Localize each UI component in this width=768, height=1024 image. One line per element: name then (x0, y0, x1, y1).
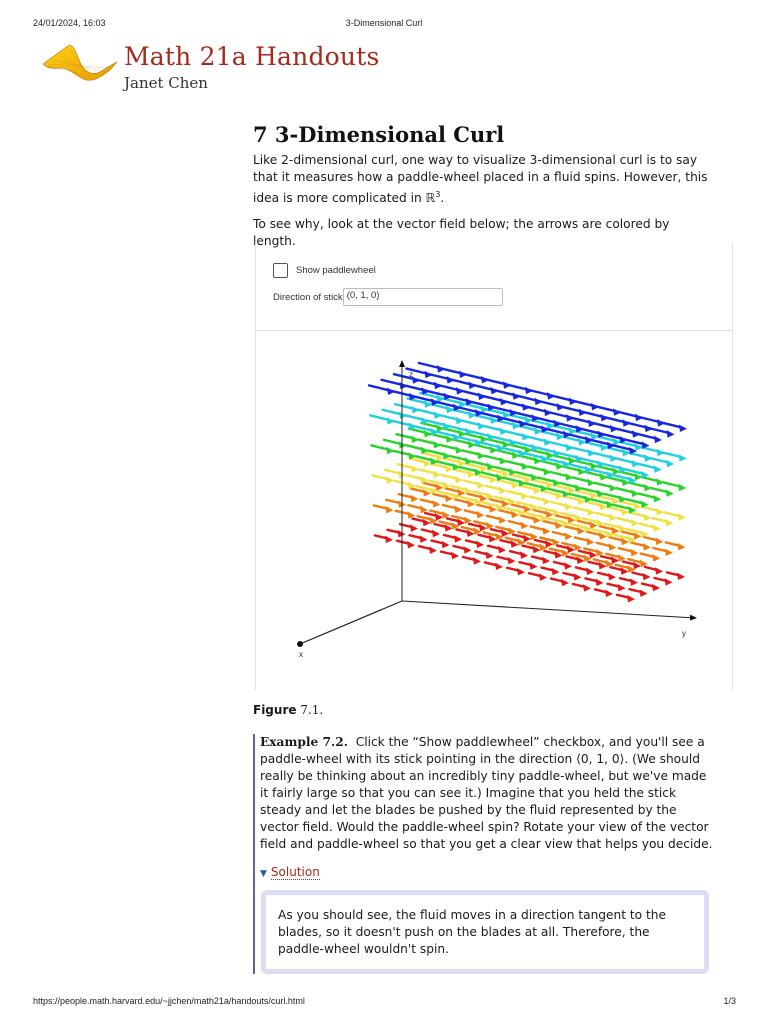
vector-arrow-shaft (574, 507, 589, 511)
vector-arrow-shaft (619, 548, 633, 551)
vector-arrow-shaft (406, 445, 423, 449)
vector-arrow-shaft (640, 524, 655, 528)
vector-arrow-head (586, 568, 594, 575)
vector-arrow-shaft (495, 390, 515, 395)
vector-arrow-shaft (416, 380, 436, 385)
vector-arrow-head (627, 595, 635, 602)
vector-arrow-head (630, 578, 638, 585)
direction-label: Direction of stick (273, 291, 343, 303)
vector-arrow-head (464, 546, 472, 553)
vector-arrow-head (432, 500, 440, 507)
vector-arrow-head (574, 573, 582, 580)
vector-arrow-head (451, 552, 459, 559)
vector-arrow-shaft (553, 532, 567, 535)
vector-arrow-head (508, 527, 516, 534)
vector-arrow-shaft (539, 401, 559, 406)
vector-arrow-head (486, 522, 494, 529)
vector-field-applet (255, 242, 733, 690)
x-axis-end-dot (297, 641, 303, 647)
vector-arrow-shaft (440, 445, 457, 449)
vector-arrow-head (564, 533, 572, 540)
vector-arrow-shaft (662, 452, 680, 456)
vector-arrow-head (420, 506, 428, 513)
vector-arrow-shaft (587, 532, 601, 535)
vector-arrow-shaft (552, 502, 567, 506)
vector-arrow-shaft (440, 522, 454, 525)
vector-arrow-shaft (506, 461, 523, 465)
vector-arrow-shaft (441, 368, 461, 373)
vector-arrow-head (586, 538, 594, 545)
vector-arrow-shaft (418, 440, 435, 444)
vector-arrow-head (520, 522, 528, 529)
vector-arrow-shaft (534, 510, 548, 513)
vector-arrow-shaft (573, 401, 593, 406)
vector-arrow-shaft (382, 380, 402, 385)
vector-arrow-shaft (629, 483, 646, 487)
vector-arrow-shaft (505, 431, 523, 435)
vector-arrow-shaft (496, 527, 510, 530)
vector-arrow-head (552, 568, 560, 575)
vector-arrow-head (653, 525, 661, 532)
vector-arrow-shaft (391, 391, 411, 396)
vector-arrow-head (495, 563, 503, 570)
vector-arrow-head (679, 425, 687, 432)
vector-arrow-shaft (499, 510, 513, 513)
vector-arrow-head (631, 519, 639, 526)
vector-arrow-shaft (429, 374, 449, 379)
vector-arrow-shaft (665, 512, 680, 516)
vector-arrow-head (679, 454, 687, 461)
vector-arrow-shaft (600, 526, 614, 529)
example-box (253, 734, 721, 974)
vector-arrow-shaft (438, 385, 458, 390)
vector-arrow-shaft (666, 542, 680, 545)
vector-arrow-head (666, 489, 674, 496)
vector-arrow-shaft (594, 483, 611, 487)
show-paddlewheel-label[interactable]: Show paddlewheel (296, 265, 376, 276)
vector-arrow-head (454, 506, 462, 513)
vector-arrow-head (411, 465, 419, 472)
vector-arrow-shaft (652, 518, 667, 522)
vector-arrow-head (486, 552, 494, 559)
vector-arrow-head (665, 519, 673, 526)
example-text (260, 734, 718, 853)
vector-arrow-shaft (627, 423, 647, 428)
y-axis (402, 601, 696, 618)
vector-arrow-shaft (512, 505, 526, 508)
vector-arrow-shaft (504, 401, 524, 406)
vector-arrow-shaft (572, 477, 589, 481)
vector-arrow-shaft (461, 420, 479, 424)
vector-arrow-head (385, 506, 393, 513)
vector-arrow-shaft (517, 396, 537, 401)
vector-arrow-shaft (424, 483, 438, 486)
vector-arrow-shaft (370, 415, 388, 419)
vector-arrow-shaft (616, 488, 633, 492)
vector-arrow-shaft (421, 500, 435, 503)
print-url: https://people.math.harvard.edu/~jjchen/math21a/handouts/curl.html (33, 996, 305, 1006)
vector-arrow-shaft (531, 527, 545, 530)
vector-arrow-head (618, 584, 626, 591)
vector-arrow-head (455, 476, 463, 483)
vector-arrow-shaft (641, 477, 658, 481)
vector-arrow-shaft (593, 453, 611, 457)
vector-arrow-shaft (405, 415, 423, 419)
direction-row (273, 288, 503, 306)
vector-arrow-shaft (443, 505, 457, 508)
vector-arrow-head (608, 543, 616, 550)
vector-arrow-shaft (463, 374, 483, 379)
vector-arrow-shaft (417, 410, 435, 414)
vector-arrow-head (667, 430, 675, 437)
vector-arrows-group (369, 363, 687, 602)
vector-arrow-shaft (609, 537, 623, 540)
vector-arrow-shaft (571, 447, 589, 451)
vector-arrow-shaft (477, 505, 491, 508)
vector-arrow-shaft (578, 521, 592, 524)
vector-arrow-shaft (618, 518, 633, 522)
vector-arrow-shaft (663, 482, 680, 486)
vector-arrow-head (432, 530, 440, 537)
vector-arrow-head (454, 535, 462, 542)
vector-arrow-shaft (550, 472, 567, 476)
vector-arrow-shaft (565, 526, 579, 529)
vector-arrow-head (643, 543, 651, 550)
vector-arrow-shaft (462, 450, 479, 454)
vector-arrow-head (643, 514, 651, 521)
vector-arrow-shaft (572, 554, 586, 557)
vector-arrow-shaft (649, 428, 669, 433)
vector-arrow-shaft (371, 445, 388, 449)
solution-box (261, 890, 709, 974)
solution-toggle-label[interactable]: Solution (270, 865, 320, 879)
vector-arrow-head (498, 516, 506, 523)
vector-arrow-head (530, 562, 538, 569)
vector-arrow-head (654, 436, 662, 443)
vector-arrow-shaft (548, 412, 568, 417)
vector-arrow-shaft (653, 548, 667, 551)
print-page-title: 3-Dimensional Curl (345, 18, 423, 28)
vector-arrow-head (386, 476, 394, 483)
vector-arrow-head (605, 590, 613, 597)
vector-arrow-head (464, 517, 472, 524)
vector-arrow-shaft (594, 559, 608, 562)
vector-arrow-head (583, 584, 591, 591)
x-axis-label: x (299, 650, 303, 659)
vector-arrow-head (618, 554, 626, 561)
applet-controls (256, 242, 732, 331)
vector-arrow-head (640, 560, 648, 567)
vector-arrow-head (677, 543, 685, 550)
vector-arrow-shaft (570, 417, 590, 422)
vector-arrow-head (517, 568, 525, 575)
vector-arrow-shaft (460, 390, 480, 395)
vector-arrow-shaft (526, 407, 546, 412)
vector-arrow-shaft (643, 507, 658, 511)
vector-arrow-shaft (528, 543, 542, 546)
figure-label: Figure (253, 703, 297, 717)
vector-arrow-shaft (521, 516, 535, 519)
vector-arrow-shaft (418, 516, 432, 519)
vector-arrow-shaft (384, 440, 401, 444)
vector-arrow-head (499, 487, 507, 494)
vector-arrow-shaft (549, 442, 567, 446)
vector-arrow-shaft (433, 494, 447, 497)
example-body: Click the “Show paddlewheel” checkbox, and you'll see a paddle-wheel with its stick pointing in the direction ⟨0, 1, 0⟩. (We should really be thinking about an incredibly tiny paddle-wheel, but we've made it fairly large so that you can see it.) Imagine that you held the stick steady and let the blades be pushed by the fluid represented by the vector field. Would the paddle-wheel spin? Rotate your view of the vector field and paddle-wheel so that you get a clear view that helps you decide. (260, 735, 713, 851)
vector-arrow-shaft (483, 426, 501, 430)
vector-arrow-shaft (575, 537, 589, 540)
show-paddlewheel-row (273, 263, 376, 278)
vector-arrow-shaft (556, 515, 570, 518)
vector-arrow-head (630, 549, 638, 556)
vector-arrow-shaft (399, 494, 413, 497)
vector-arrow-shaft (661, 422, 681, 427)
x-axis (300, 601, 402, 644)
vector-arrow-shaft (408, 505, 422, 508)
vector-arrow-shaft (615, 458, 633, 462)
vector-arrow-shaft (473, 385, 493, 390)
vector-arrow-shaft (404, 385, 424, 390)
vector-arrow-shaft (550, 549, 564, 552)
vector-arrow-head (473, 557, 481, 564)
vector-arrow-head (520, 551, 528, 558)
vector-arrow-head (643, 573, 651, 580)
vector-arrow-head (665, 549, 673, 556)
vector-arrow-shaft (446, 488, 460, 491)
vector-arrow-head (587, 508, 595, 515)
vector-arrow-head (655, 567, 663, 574)
vector-arrow-head (385, 536, 393, 543)
vector-arrow-shaft (506, 538, 520, 541)
site-author: Janet Chen (124, 74, 208, 92)
vector-arrow-shaft (395, 404, 413, 408)
vector-arrow-shaft (628, 559, 642, 562)
vector-arrow-shaft (631, 543, 645, 546)
vector-arrow-shaft (464, 480, 479, 484)
vector-arrow-shaft (530, 497, 545, 501)
vector-arrow-head (654, 465, 662, 472)
vector-arrow-shaft (451, 379, 471, 384)
vector-arrow-shaft (592, 423, 612, 428)
vector-arrow-head (653, 495, 661, 502)
vector-arrow-shaft (374, 505, 388, 508)
vector-arrow-head (498, 546, 506, 553)
vector-arrow-head (565, 503, 573, 510)
print-datetime: 24/01/2024, 16:03 (33, 18, 106, 28)
vector-arrow-shaft (650, 458, 668, 462)
vector-arrow-shaft (396, 434, 413, 438)
vector-arrow-shaft (420, 470, 435, 474)
vector-arrow-shaft (507, 385, 527, 390)
figure-number: 7.1. (300, 703, 324, 717)
vector-arrow-shaft (518, 532, 532, 535)
vector-arrow-head (420, 535, 428, 542)
show-paddlewheel-checkbox[interactable] (273, 263, 288, 278)
vector-arrow-shaft (584, 548, 598, 551)
z-axis-label: z (409, 370, 413, 379)
vector-arrow-head (543, 498, 551, 505)
vector-arrow-shaft (529, 390, 549, 395)
vector-arrow-shaft (551, 395, 571, 400)
vector-arrow-head (521, 492, 529, 499)
vector-arrow-head (652, 554, 660, 561)
vector-arrow-shaft (561, 406, 581, 411)
vector-arrow-shaft (540, 538, 554, 541)
solution-text: As you should see, the fluid moves in a direction tangent to the blades, so it doesn't push on the blades at all. Therefore, the paddle-wheel wouldn't spin. (278, 908, 667, 956)
vector-arrow-shaft (605, 417, 625, 422)
vector-arrow-head (561, 579, 569, 586)
vector-arrow-head (666, 460, 674, 467)
vector-arrow-shaft (386, 500, 400, 503)
print-header (0, 18, 768, 30)
vector-arrow-shaft (606, 554, 620, 557)
intro-end: . (440, 191, 445, 206)
vector-arrow-head (410, 524, 418, 531)
vector-arrow-head (542, 557, 550, 564)
vector-arrow-shaft (407, 475, 422, 479)
vector-arrow-shaft (485, 379, 505, 384)
figure-caption (253, 703, 323, 717)
vector-arrow-shaft (474, 521, 488, 524)
y-axis-label: y (682, 629, 686, 638)
vector-arrow-shaft (638, 494, 655, 498)
vector-arrow-shaft (484, 456, 501, 460)
vector-arrow-head (542, 527, 550, 534)
print-footer (0, 996, 768, 1008)
vector-arrow-head (476, 511, 484, 518)
vector-arrow-shaft (490, 499, 504, 502)
vector-arrow-shaft (527, 437, 545, 441)
vector-arrow-shaft (468, 494, 482, 497)
vector-arrow-shaft (398, 464, 413, 468)
vector-arrow-shaft (641, 554, 655, 557)
vector-arrow-shaft (622, 532, 636, 535)
vector-arrow-shaft (439, 415, 457, 419)
vector-arrow-shaft (373, 475, 388, 479)
vector-arrow-shaft (369, 385, 389, 390)
vector-arrow-shaft (583, 412, 603, 417)
vector-arrow-head (677, 573, 685, 580)
vector-arrow-shaft (385, 470, 400, 474)
vector-arrow-head (574, 544, 582, 551)
vector-arrow-head (652, 584, 660, 591)
vector-arrow-shaft (630, 513, 645, 517)
triangle-down-icon: ▼ (260, 869, 267, 879)
intro-text: Like 2-dimensional curl, one way to visualize 3-dimensional curl is to say that it measures how a paddle-wheel placed in a fluid spins. However, this idea is more complicated in ℝ (253, 153, 708, 206)
vector-arrow-head (407, 511, 415, 518)
vector-arrow-shaft (411, 489, 425, 492)
vector-arrow-shaft (452, 516, 466, 519)
vector-arrow-shaft (644, 537, 658, 540)
vector-arrow-head (442, 541, 450, 548)
yellow-surface-logo-icon[interactable] (40, 42, 120, 86)
vector-arrow-head (433, 471, 441, 478)
vector-arrow-shaft (462, 527, 476, 530)
vector-arrow-shaft (639, 417, 659, 422)
intro-paragraph (253, 152, 715, 207)
vector-arrow-head (596, 579, 604, 586)
vector-arrow-shaft (596, 513, 611, 517)
example-title: Example 7.2. (260, 735, 348, 749)
vector-arrow-head (640, 589, 648, 596)
vector-arrow-head (564, 562, 572, 569)
vector-arrow-shaft (484, 532, 498, 535)
vector-arrow-shaft (651, 488, 668, 492)
superscript-3: 3 (435, 190, 441, 199)
vector-arrow-shaft (482, 396, 502, 401)
vector-arrow-shaft (392, 421, 410, 425)
vector-arrow-shaft (543, 521, 557, 524)
vector-arrow-head (508, 557, 516, 564)
vector-arrow-head (477, 481, 485, 488)
vector-arrow-shaft (508, 491, 523, 495)
vector-arrow-shaft (637, 464, 655, 468)
vector-arrow-shaft (419, 363, 439, 368)
vector-arrow-shaft (486, 486, 501, 490)
vector-arrow-shaft (383, 410, 401, 414)
print-page-number: 1/3 (723, 996, 736, 1006)
vector-arrow-head (442, 511, 450, 518)
vector-arrow-shaft (487, 516, 501, 519)
vector-arrow-shaft (455, 499, 469, 502)
vector-arrow-shaft (616, 565, 630, 568)
vector-arrow-shaft (614, 428, 634, 433)
vector-arrow-shaft (617, 412, 637, 417)
vector-arrow-shaft (636, 434, 656, 439)
vector-arrow-head (678, 513, 686, 520)
vector-arrow-head (656, 508, 664, 515)
vector-arrow-head (609, 514, 617, 521)
direction-input[interactable]: (0, 1, 0) (343, 288, 503, 306)
vector-arrow-head (552, 538, 560, 545)
vector-arrow-shaft (430, 511, 444, 514)
vector-arrow-head (410, 495, 418, 502)
vector-arrow-shaft (442, 475, 457, 479)
vector-arrow-head (476, 541, 484, 548)
section-title: 7 3-Dimensional Curl (253, 122, 505, 147)
vector-arrow-shaft (396, 511, 410, 514)
site-title[interactable]: Math 21a Handouts (124, 42, 380, 71)
vector-arrow-head (539, 573, 547, 580)
vector-arrow-head (429, 546, 437, 553)
vector-arrow-head (530, 533, 538, 540)
vector-arrow-head (678, 484, 686, 491)
vector-arrow-shaft (597, 543, 611, 546)
vector-arrow-head (407, 541, 415, 548)
vector-field-3d-plot[interactable] (256, 331, 732, 690)
vector-arrow-shaft (595, 406, 615, 411)
vector-arrow-head (596, 549, 604, 556)
vector-field-paragraph: To see why, look at the vector field below; the arrows are colored by length. (253, 217, 670, 248)
vector-arrow-head (655, 538, 663, 545)
solution-toggle[interactable] (260, 865, 320, 879)
vector-arrow-shaft (465, 510, 479, 513)
vector-arrow-shaft (528, 467, 545, 471)
vector-arrow-head (665, 578, 673, 585)
vector-arrow-head (608, 573, 616, 580)
vector-arrow-shaft (509, 521, 523, 524)
vector-arrow-shaft (562, 543, 576, 546)
